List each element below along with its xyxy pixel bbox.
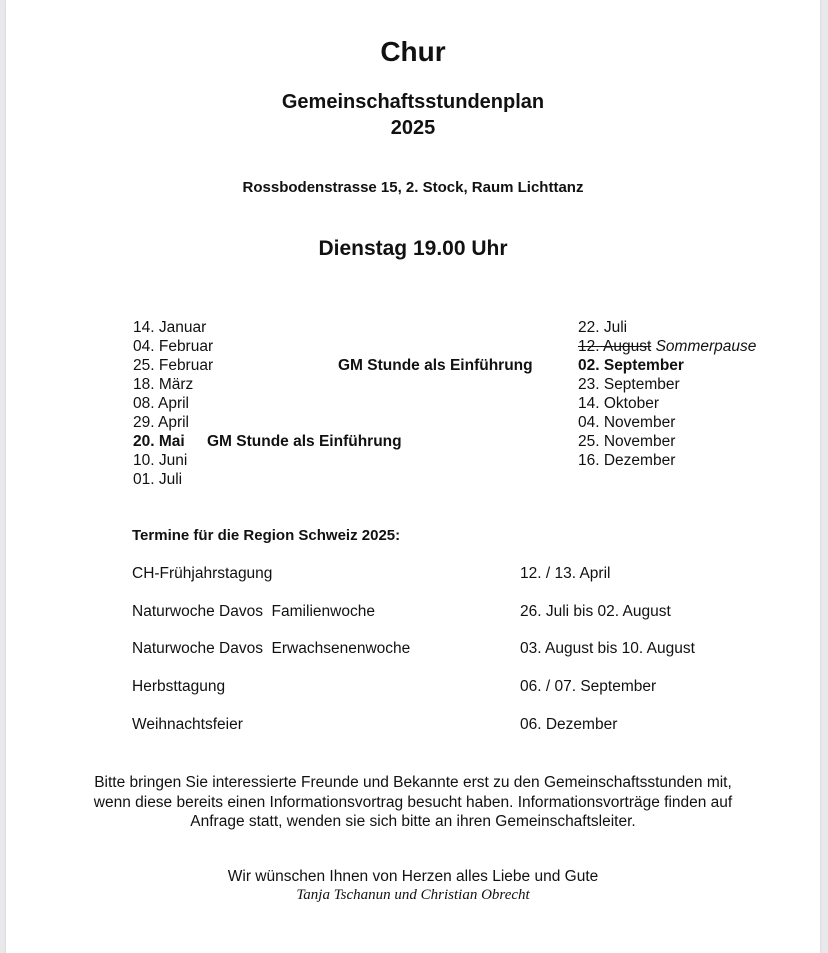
date-item: 22. Juli (578, 319, 628, 336)
address: Rossbodenstrasse 15, 2. Stock, Raum Lichttanz (242, 179, 584, 196)
dates-right-list (578, 318, 756, 470)
date-item-highlight: 02. September (578, 357, 684, 374)
plan-year: 2025 (390, 117, 436, 139)
event-name: Weihnachtsfeier (132, 716, 243, 733)
notice-line: wenn diese bereits einen Informationsvortrag besucht haben. Informationsvorträge finden auf (93, 793, 733, 811)
notice-line: Anfrage statt, wenden sie sich bitte an ihren Gemeinschaftsleiter. (190, 813, 636, 830)
date-note: GM Stunde als Einführung (207, 433, 402, 450)
event-date: 06. / 07. September (520, 678, 657, 695)
date-item: 14. Oktober (578, 395, 659, 412)
document-page (6, 0, 820, 953)
date-item-cancelled (578, 337, 756, 356)
middle-note: GM Stunde als Einführung (338, 357, 533, 374)
region-heading: Termine für die Region Schweiz 2025: (132, 527, 401, 544)
date-item: 04. November (578, 414, 676, 431)
notice-paragraph (6, 773, 820, 832)
event-name: Naturwoche Davos Erwachsenenwoche (132, 640, 411, 657)
event-date: 26. Juli bis 02. August (520, 603, 671, 620)
date-item: 25. November (578, 433, 676, 450)
date-item-highlight (133, 432, 402, 451)
signature: Tanja Tschanun und Christian Obrecht (296, 887, 530, 903)
dates-left-list (133, 318, 402, 489)
date-item: 08. April (133, 395, 190, 412)
date-item: 10. Juni (133, 452, 188, 469)
meeting-time: Dienstag 19.00 Uhr (318, 237, 508, 260)
date-item: 14. Januar (133, 319, 207, 336)
event-name: Herbsttagung (132, 678, 226, 695)
closing-wish: Wir wünschen Ihnen von Herzen alles Liebe und Gute (227, 868, 599, 885)
city-title: Chur (380, 36, 446, 67)
date-item: 18. März (133, 376, 194, 393)
date-item: 04. Februar (133, 338, 214, 355)
event-date: 03. August bis 10. August (520, 640, 695, 657)
notice-line: Bitte bringen Sie interessierte Freunde und Bekannte erst zu den Gemeinschaftsstunden mit, (94, 774, 732, 791)
event-name: CH-Frühjahrstagung (132, 565, 273, 582)
event-date: 12. / 13. April (520, 565, 611, 582)
date-item: 01. Juli (133, 471, 183, 488)
date-item: 29. April (133, 414, 190, 431)
date-text: 20. Mai (133, 433, 185, 450)
date-item: 16. Dezember (578, 452, 676, 469)
plan-title: Gemeinschaftsstundenplan (281, 91, 545, 113)
date-item: 25. Februar (133, 357, 214, 374)
event-name: Naturwoche Davos Familienwoche (132, 603, 375, 620)
event-date: 06. Dezember (520, 716, 618, 733)
date-text-struck: 12. August (578, 338, 652, 355)
date-note: Sommerpause (655, 338, 757, 355)
date-item: 23. September (578, 376, 680, 393)
